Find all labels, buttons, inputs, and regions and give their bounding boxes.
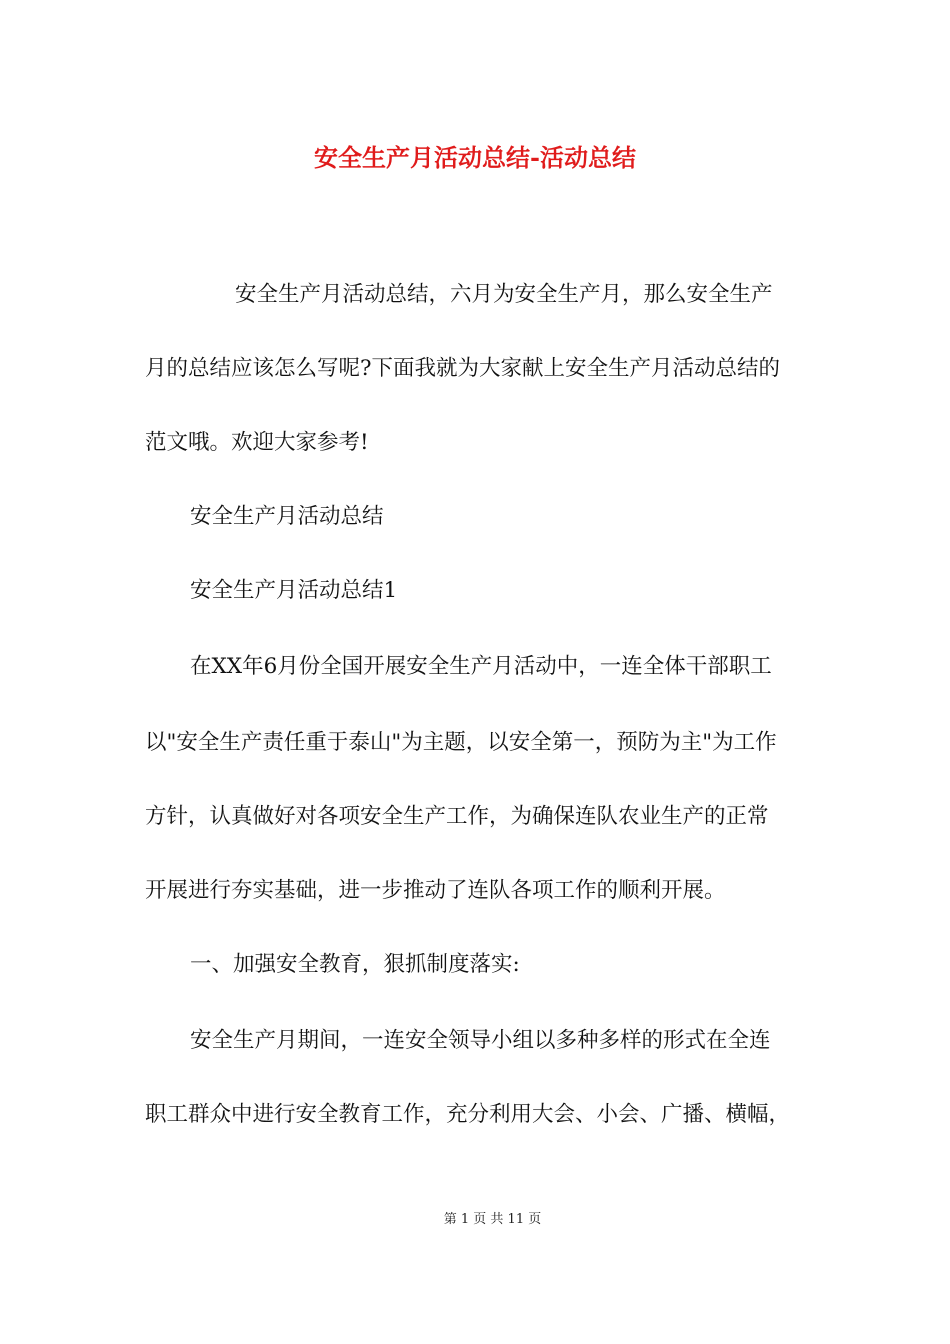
section-subheading: 安全生产月活动总结1	[190, 578, 398, 603]
paragraph-line: 月的总结应该怎么写呢?下面我就为大家献上安全生产月活动总结的	[145, 356, 781, 381]
paragraph-line: 安全生产月期间，一连安全领导小组以多种多样的形式在全连	[190, 1028, 771, 1053]
paragraph-line: 安全生产月活动总结，六月为安全生产月，那么安全生产	[235, 282, 773, 307]
document-title: 安全生产月活动总结-活动总结	[314, 143, 636, 172]
paragraph-line: 范文哦。欢迎大家参考!	[145, 430, 369, 455]
page-footer: 第 1 页 共 11 页	[443, 1212, 542, 1227]
paragraph-line: 方针，认真做好对各项安全生产工作，为确保连队农业生产的正常	[145, 804, 769, 829]
paragraph-line: 在XX年6月份全国开展安全生产月活动中，一连全体干部职工	[190, 654, 772, 679]
paragraph-line: 开展进行夯实基础，进一步推动了连队各项工作的顺利开展。	[145, 878, 726, 903]
paragraph-line: 职工群众中进行安全教育工作，充分利用大会、小会、广播、横幅，	[145, 1102, 791, 1127]
section-heading: 一、加强安全教育，狠抓制度落实:	[190, 952, 520, 977]
section-heading: 安全生产月活动总结	[190, 504, 384, 529]
paragraph-line: 以"安全生产责任重于泰山"为主题，以安全第一，预防为主"为工作	[145, 730, 777, 755]
